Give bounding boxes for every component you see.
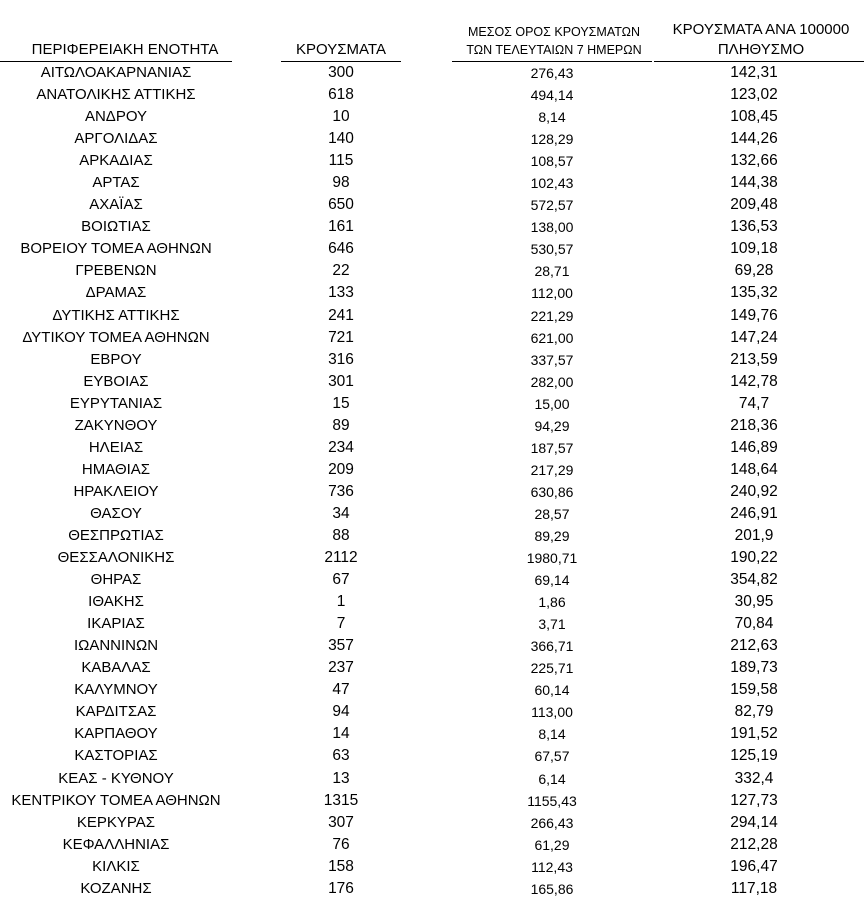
table-row <box>0 613 868 635</box>
cell-cases-per-100k: 212,28 <box>730 835 778 853</box>
cell-region: ΕΒΡΟΥ <box>90 350 142 368</box>
cell-cases-per-100k: 212,63 <box>730 637 778 655</box>
table-row <box>0 172 868 194</box>
table-row <box>0 679 868 701</box>
table-row <box>0 128 868 150</box>
cell-cases-per-100k: 294,14 <box>730 813 778 831</box>
table-row <box>0 878 868 900</box>
header-region: ΠΕΡΙΦΕΡΕΙΑΚΗ ΕΝΟΤΗΤΑ <box>31 41 219 58</box>
table-row <box>0 282 868 304</box>
table-row <box>0 768 868 790</box>
cell-cases: 301 <box>328 372 354 390</box>
cell-region: ΗΜΑΘΙΑΣ <box>81 460 151 478</box>
cell-cases-per-100k: 132,66 <box>730 152 778 170</box>
cell-cases-per-100k: 144,26 <box>730 130 778 148</box>
cell-seven-day-average: 165,86 <box>530 880 574 897</box>
cell-cases: 650 <box>328 196 354 214</box>
header-seven-day-average <box>448 23 660 59</box>
cell-seven-day-average: 187,57 <box>530 439 574 456</box>
cell-region: ΕΥΒΟΙΑΣ <box>83 372 149 390</box>
table-row <box>0 305 868 327</box>
cell-region: ΓΡΕΒΕΝΩΝ <box>75 262 157 280</box>
cell-seven-day-average: 217,29 <box>530 461 574 478</box>
cell-seven-day-average: 108,57 <box>530 153 574 170</box>
cell-region: ΚΑΡΔΙΤΣΑΣ <box>75 703 157 721</box>
cell-region: ΔΥΤΙΚΗΣ ΑΤΤΙΚΗΣ <box>52 306 180 324</box>
cell-cases-per-100k: 69,28 <box>734 262 774 280</box>
cell-cases-per-100k: 246,91 <box>730 504 778 522</box>
cell-cases-per-100k: 70,84 <box>734 615 774 633</box>
table-row <box>0 238 868 260</box>
table-row <box>0 591 868 613</box>
cell-cases-per-100k: 147,24 <box>730 328 778 346</box>
cell-region: ΘΕΣΣΑΛΟΝΙΚΗΣ <box>57 549 175 567</box>
cell-cases-per-100k: 213,59 <box>730 350 778 368</box>
cell-cases: 22 <box>332 262 350 280</box>
cell-cases: 209 <box>328 460 354 478</box>
cell-cases: 234 <box>328 438 354 456</box>
cell-cases-per-100k: 148,64 <box>730 460 778 478</box>
cell-cases-per-100k: 142,31 <box>730 64 778 81</box>
table-row <box>0 569 868 591</box>
cell-cases-per-100k: 123,02 <box>730 86 778 104</box>
table-row <box>0 525 868 547</box>
cell-cases: 133 <box>328 284 354 302</box>
cell-cases: 88 <box>332 526 350 544</box>
cell-seven-day-average: 61,29 <box>534 836 570 853</box>
table-row <box>0 547 868 569</box>
cell-cases: 237 <box>328 659 354 677</box>
cell-seven-day-average: 28,57 <box>534 505 570 522</box>
cell-seven-day-average: 494,14 <box>530 87 574 104</box>
cell-seven-day-average: 128,29 <box>530 131 574 148</box>
cell-cases-per-100k: 108,45 <box>730 108 778 126</box>
cell-region: ΚΟΖΑΝΗΣ <box>80 879 152 897</box>
cell-region: ΔΡΑΜΑΣ <box>85 284 147 302</box>
header-cases-per-100k <box>658 20 864 60</box>
cell-cases-per-100k: 135,32 <box>730 284 778 302</box>
cell-cases: 736 <box>328 482 354 500</box>
cell-cases: 300 <box>328 64 354 81</box>
cell-cases: 94 <box>332 703 350 721</box>
table-row <box>0 701 868 723</box>
cell-seven-day-average: 60,14 <box>534 682 570 699</box>
cell-seven-day-average: 112,00 <box>531 285 573 302</box>
table-row <box>0 150 868 172</box>
cell-seven-day-average: 572,57 <box>530 197 574 214</box>
cell-seven-day-average: 1980,71 <box>526 550 578 567</box>
cell-seven-day-average: 3,71 <box>538 616 566 633</box>
table-row <box>0 62 868 84</box>
cell-cases-per-100k: 142,78 <box>730 372 778 390</box>
cell-region: ΑΝΔΡΟΥ <box>84 108 148 126</box>
cell-cases: 63 <box>332 747 350 765</box>
cell-seven-day-average: 69,14 <box>534 572 570 589</box>
cell-region: ΔΥΤΙΚΟΥ ΤΟΜΕΑ ΑΘΗΝΩΝ <box>22 328 210 346</box>
cell-cases-per-100k: 144,38 <box>730 174 778 192</box>
cell-cases: 15 <box>332 394 350 412</box>
cell-cases: 98 <box>332 174 350 192</box>
table-row <box>0 194 868 216</box>
cell-seven-day-average: 337,57 <box>530 351 574 368</box>
cell-seven-day-average: 266,43 <box>530 814 574 831</box>
cell-cases-per-100k: 218,36 <box>730 416 778 434</box>
cell-region: ΑΝΑΤΟΛΙΚΗΣ ΑΤΤΙΚΗΣ <box>36 86 196 104</box>
cell-cases-per-100k: 240,92 <box>730 482 778 500</box>
header-per-line-2: ΠΛΗΘΥΣΜΟ <box>717 41 805 58</box>
cell-cases: 2112 <box>324 549 358 567</box>
cell-cases-per-100k: 201,9 <box>734 526 774 544</box>
cell-cases: 7 <box>336 615 346 633</box>
cell-cases: 357 <box>328 637 354 655</box>
header-cases: ΚΡΟΥΣΜΑΤΑ <box>296 41 386 58</box>
cell-cases: 646 <box>328 240 354 258</box>
cell-region: ΙΩΑΝΝΙΝΩΝ <box>73 637 159 655</box>
cell-region: ΚΑΡΠΑΘΟΥ <box>74 725 158 743</box>
cell-cases: 13 <box>332 769 350 787</box>
cell-cases-per-100k: 127,73 <box>730 791 778 809</box>
cell-region: ΖΑΚΥΝΘΟΥ <box>74 416 158 434</box>
table-row <box>0 349 868 371</box>
cell-seven-day-average: 113,00 <box>531 704 573 721</box>
table-header <box>0 0 868 62</box>
cell-cases-per-100k: 209,48 <box>730 196 778 214</box>
cell-seven-day-average: 530,57 <box>530 241 574 258</box>
cell-seven-day-average: 67,57 <box>534 748 570 765</box>
table-row <box>0 503 868 525</box>
cell-cases-per-100k: 190,22 <box>730 549 778 567</box>
header-avg-line-1: ΜΕΣΟΣ ΟΡΟΣ ΚΡΟΥΣΜΑΤΩΝ <box>467 25 641 39</box>
cell-region: ΚΑΒΑΛΑΣ <box>81 659 151 677</box>
cell-region: ΗΡΑΚΛΕΙΟΥ <box>73 482 159 500</box>
cell-seven-day-average: 89,29 <box>534 527 570 544</box>
table-row <box>0 371 868 393</box>
table-row <box>0 393 868 415</box>
cell-seven-day-average: 630,86 <box>530 483 574 500</box>
cell-cases-per-100k: 30,95 <box>734 593 774 611</box>
cell-cases-per-100k: 191,52 <box>730 725 778 743</box>
cell-cases: 14 <box>332 725 350 743</box>
cell-seven-day-average: 221,29 <box>530 307 574 324</box>
cell-region: ΒΟΡΕΙΟΥ ΤΟΜΕΑ ΑΘΗΝΩΝ <box>20 240 212 258</box>
cell-seven-day-average: 1,86 <box>538 594 566 611</box>
cell-cases: 158 <box>328 857 354 875</box>
cell-seven-day-average: 8,14 <box>538 109 566 126</box>
cell-cases-per-100k: 136,53 <box>730 218 778 236</box>
cell-region: ΑΧΑΪΑΣ <box>89 196 143 214</box>
table-row <box>0 216 868 238</box>
cell-cases: 721 <box>328 328 354 346</box>
cell-region: ΚΑΛΥΜΝΟΥ <box>74 681 158 699</box>
cell-cases-per-100k: 332,4 <box>734 769 774 787</box>
cell-seven-day-average: 366,71 <box>530 638 574 655</box>
cell-seven-day-average: 6,14 <box>538 770 566 787</box>
cell-cases: 161 <box>328 218 354 236</box>
cell-cases-per-100k: 196,47 <box>730 857 778 875</box>
cell-cases: 67 <box>332 571 350 589</box>
cell-cases-per-100k: 82,79 <box>734 703 774 721</box>
table-row <box>0 437 868 459</box>
cell-cases-per-100k: 117,18 <box>730 879 778 897</box>
table-body <box>0 62 868 900</box>
table-row <box>0 723 868 745</box>
cell-seven-day-average: 282,00 <box>530 373 574 390</box>
cell-cases: 115 <box>328 152 354 170</box>
cell-region: ΑΙΤΩΛΟΑΚΑΡΝΑΝΙΑΣ <box>40 64 192 81</box>
cell-cases: 1 <box>336 593 346 611</box>
cell-cases: 1315 <box>323 791 359 809</box>
cell-region: ΘΗΡΑΣ <box>90 571 142 589</box>
cell-cases: 316 <box>328 350 354 368</box>
cell-seven-day-average: 102,43 <box>530 175 574 192</box>
cell-region: ΚΑΣΤΟΡΙΑΣ <box>74 747 158 765</box>
cell-region: ΑΡΤΑΣ <box>92 174 140 192</box>
cell-cases-per-100k: 189,73 <box>730 659 778 677</box>
table-row <box>0 635 868 657</box>
cell-cases: 89 <box>332 416 350 434</box>
table-row <box>0 106 868 128</box>
header-per-line-1: ΚΡΟΥΣΜΑΤΑ ΑΝΑ 100000 <box>672 21 850 38</box>
cell-cases: 47 <box>332 681 350 699</box>
cell-cases-per-100k: 149,76 <box>730 306 778 324</box>
table-row <box>0 856 868 878</box>
cell-cases: 176 <box>328 879 354 897</box>
cell-region: ΑΡΚΑΔΙΑΣ <box>79 152 153 170</box>
cell-region: ΚΕΦΑΛΛΗΝΙΑΣ <box>62 835 170 853</box>
cell-cases-per-100k: 74,7 <box>738 394 770 412</box>
cell-region: ΙΚΑΡΙΑΣ <box>87 615 145 633</box>
cell-cases: 241 <box>328 306 354 324</box>
table-row <box>0 790 868 812</box>
cell-seven-day-average: 276,43 <box>530 65 574 81</box>
cell-cases: 307 <box>328 813 354 831</box>
cell-seven-day-average: 112,43 <box>531 858 573 875</box>
cell-cases: 140 <box>328 130 354 148</box>
cell-region: ΘΑΣΟΥ <box>90 504 142 522</box>
cell-seven-day-average: 94,29 <box>534 417 570 434</box>
cell-cases: 618 <box>328 86 354 104</box>
table-row <box>0 327 868 349</box>
cell-seven-day-average: 138,00 <box>530 219 574 236</box>
cell-seven-day-average: 1155,43 <box>527 792 577 809</box>
header-avg-line-2: ΤΩΝ ΤΕΛΕΥΤΑΙΩΝ 7 ΗΜΕΡΩΝ <box>466 43 642 57</box>
cell-region: ΚΕΑΣ - ΚΥΘΝΟΥ <box>58 769 174 787</box>
cell-seven-day-average: 621,00 <box>530 329 574 346</box>
cell-region: ΘΕΣΠΡΩΤΙΑΣ <box>68 526 164 544</box>
cell-region: ΚΕΡΚΥΡΑΣ <box>76 813 156 831</box>
cell-seven-day-average: 15,00 <box>534 395 570 412</box>
cell-cases: 34 <box>332 504 350 522</box>
table-row <box>0 481 868 503</box>
cell-cases-per-100k: 146,89 <box>730 438 778 456</box>
cell-region: ΙΘΑΚΗΣ <box>88 593 144 611</box>
cell-region: ΚΕΝΤΡΙΚΟΥ ΤΟΜΕΑ ΑΘΗΝΩΝ <box>11 791 221 809</box>
cell-region: ΒΟΙΩΤΙΑΣ <box>81 218 151 236</box>
table-row <box>0 834 868 856</box>
table-row <box>0 260 868 282</box>
table-row <box>0 415 868 437</box>
table-row <box>0 745 868 767</box>
table-row <box>0 459 868 481</box>
cell-region: ΕΥΡΥΤΑΝΙΑΣ <box>69 394 163 412</box>
cell-cases: 10 <box>332 108 350 126</box>
cell-cases-per-100k: 109,18 <box>730 240 778 258</box>
cell-cases-per-100k: 159,58 <box>730 681 778 699</box>
table-row <box>0 84 868 106</box>
cell-seven-day-average: 225,71 <box>530 660 574 677</box>
cell-cases-per-100k: 125,19 <box>730 747 778 765</box>
cell-seven-day-average: 8,14 <box>538 726 566 743</box>
cell-region: ΗΛΕΙΑΣ <box>88 438 144 456</box>
cell-region: ΑΡΓΟΛΙΔΑΣ <box>74 130 158 148</box>
cell-cases: 76 <box>332 835 350 853</box>
cell-cases-per-100k: 354,82 <box>730 571 778 589</box>
table-row <box>0 812 868 834</box>
cell-seven-day-average: 28,71 <box>534 263 570 280</box>
cell-region: ΚΙΛΚΙΣ <box>92 857 140 875</box>
table-row <box>0 657 868 679</box>
